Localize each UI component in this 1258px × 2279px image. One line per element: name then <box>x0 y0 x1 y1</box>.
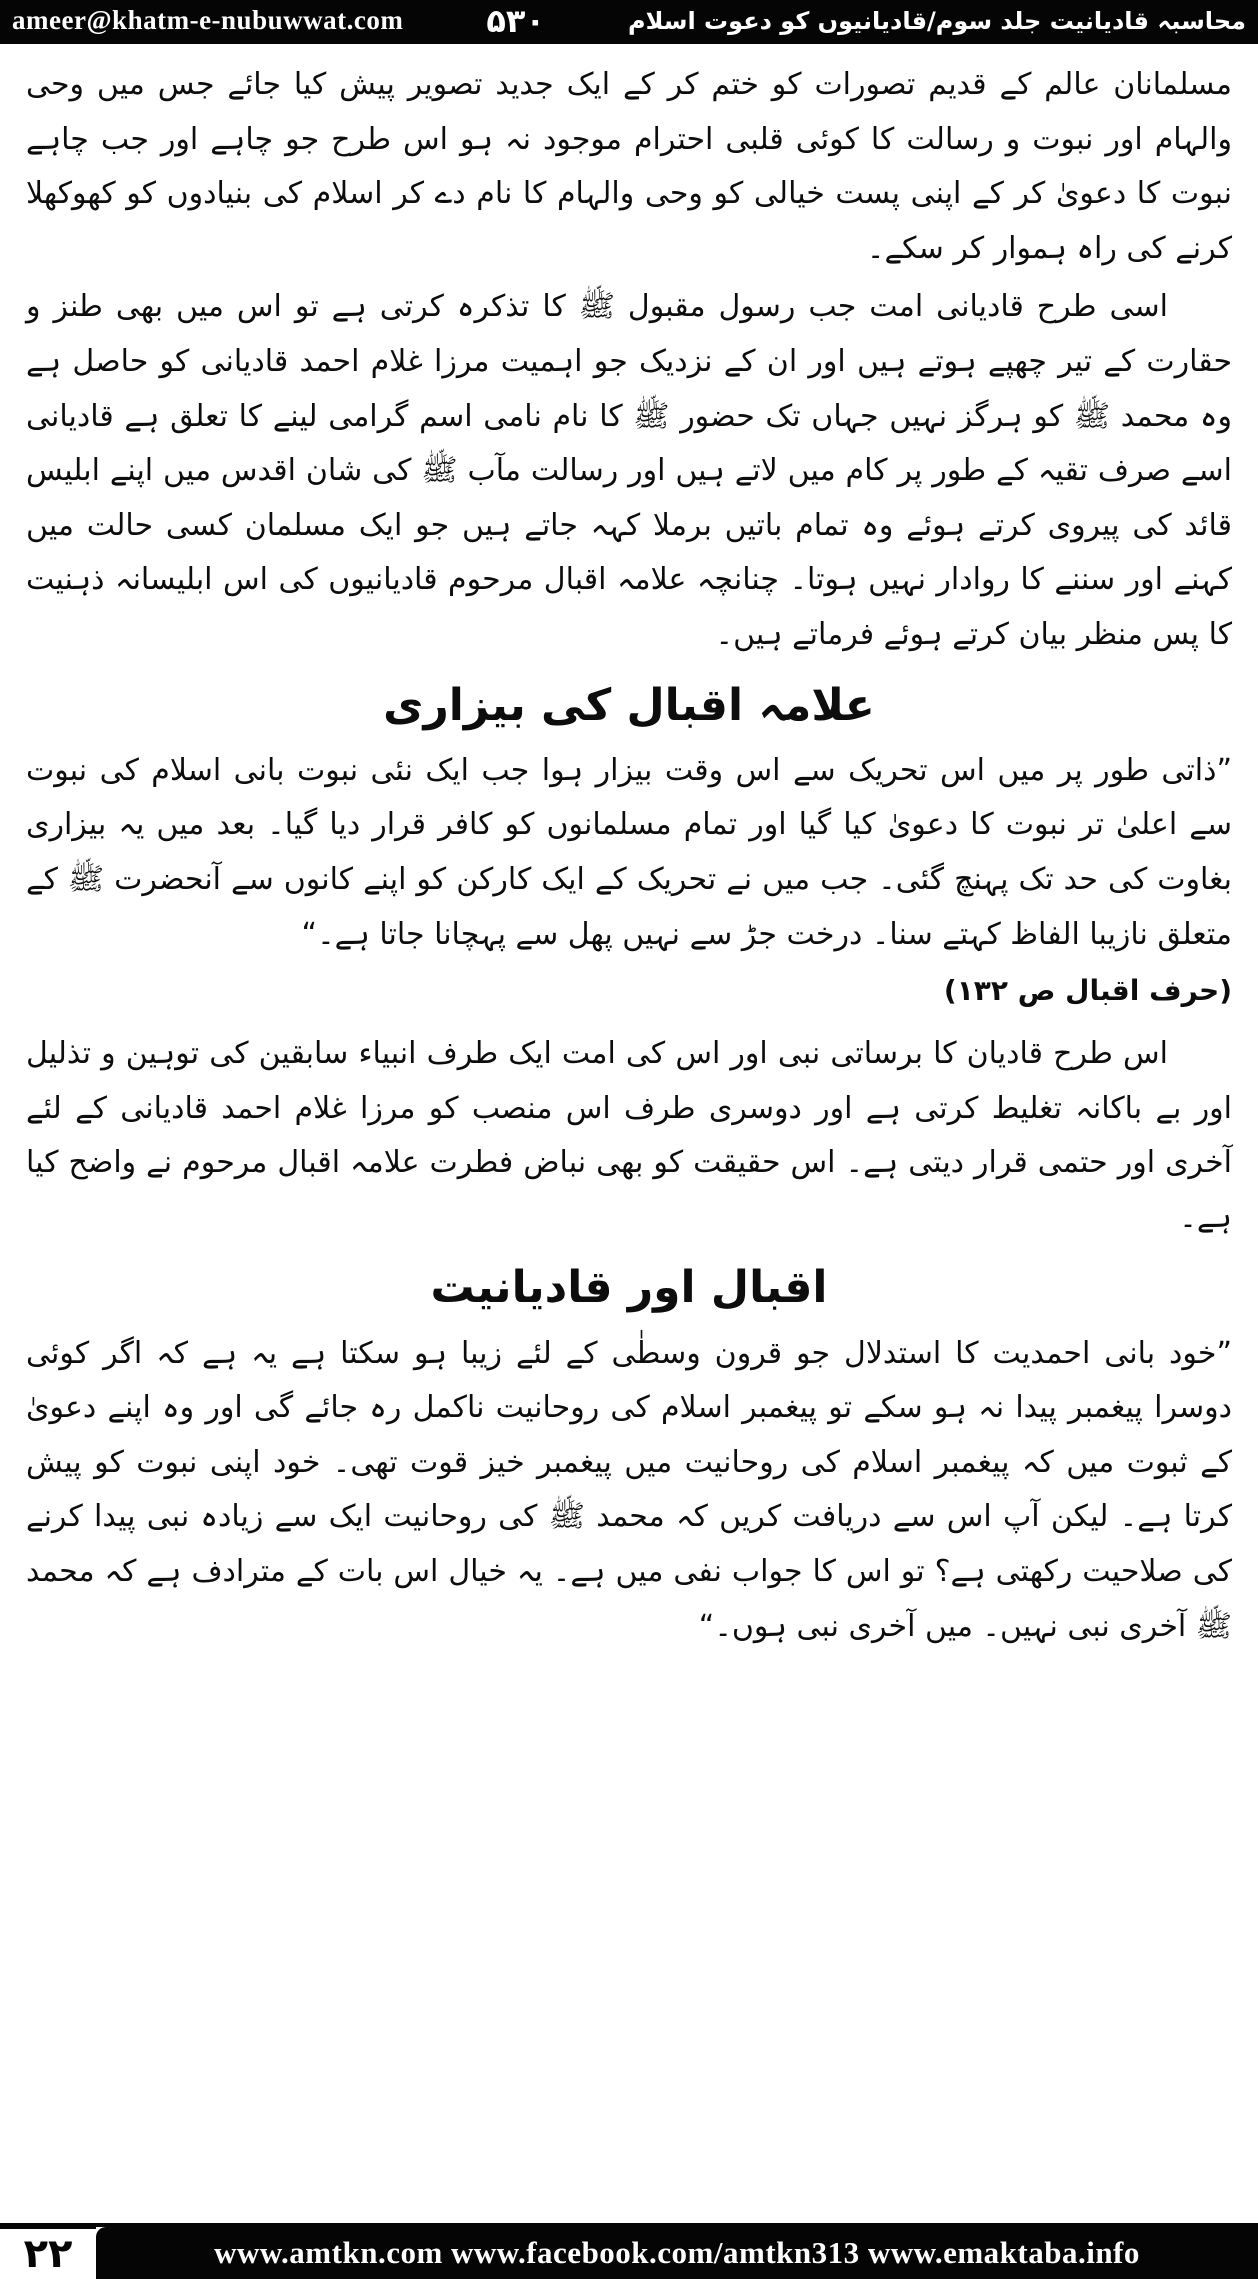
page-footer-bar <box>0 2223 1258 2279</box>
citation-harf-e-iqbal: (حرف اقبال ص ۱۳۲) <box>943 974 1232 1008</box>
footer-page-number: ۲۲ <box>0 2227 96 2279</box>
quote-paragraph-2: ”خود بانی احمدیت کا استدلال جو قرون وسطٰی کے لئے زیبا ہو سکتا ہے یہ ہے کہ اگر کوئی دوسرا پیغمبر پیدا نہ ہو سکے تو پیغمبر اسلام کی روحانیت ناکمل رہ جائے گی اور وہ اپنے دعویٰ کے ثبوت میں کہ پیغمبر اسلام کی روحانیت میں پیغمبر خیز قوت تھی۔ خود اپنی نبوت کو پیش کرتا ہے۔ لیکن آپ اس سے دریافت کریں کہ محمد ﷺ کی روحانیت ایک سے زیادہ نبی پیدا کرنے کی صلاحیت رکھتی ہے؟ تو اس کا جواب نفی میں ہے۔ یہ خیال اس بات کے مترادف ہے کہ محمد ﷺ آخری نبی نہیں۔ میں آخری نبی ہوں۔“ <box>26 1335 1232 1644</box>
body-paragraph-1: مسلمانان عالم کے قدیم تصورات کو ختم کر کے ایک جدید تصویر پیش کیا جائے جس میں وحی والہام اور نبوت و رسالت کا کوئی قلبی احترام موجود نہ ہو اس طرح جو چاہے اور جب چاہے نبوت کا دعویٰ کر کے اپنی پست خیالی کو وحی والہام کا نام دے کر اسلام کی بنیادوں کو کھوکھلا کرنے کی راہ ہموار کر سکے۔ <box>26 67 1232 266</box>
body-paragraph-2: اسی طرح قادیانی امت جب رسول مقبول ﷺ کا تذکرہ کرتی ہے تو اس میں بھی طنز و حقارت کے تیر چھپے ہوتے ہیں اور ان کے نزدیک جو اہمیت مرزا غلام احمد قادیانی کو حاصل ہے وہ محمد ﷺ کو ہرگز نہیں جہاں تک حضور ﷺ کا نام نامی اسم گرامی لینے کا تعلق ہے قادیانی اسے صرف تقیہ کے طور پر کام میں لاتے ہیں اور رسالت مآب ﷺ کی شان اقدس میں اپنے ابلیس قائد کی پیروی کرتے ہوئے وہ تمام باتیں برملا کہہ جاتے ہیں جو ایک مسلمان کسی حالت میں کہنے اور سننے کا روادار نہیں ہوتا۔ چنانچہ علامہ اقبال مرحوم قادیانیوں کی اس ابلیسانہ ذہنیت کا پس منظر بیان کرتے ہوئے فرماتے ہیں۔ <box>26 289 1232 652</box>
header-book-title: محاسبہ قادیانیت جلد سوم/قادیانیوں کو دعوت اسلام <box>628 6 1246 35</box>
section-heading-allama-iqbal-bezaari: علامہ اقبال کی بیزاری <box>383 679 875 731</box>
page-header-bar <box>0 0 1258 44</box>
page-body <box>0 44 1258 1654</box>
section-heading-iqbal-aur-qadianiat: اقبال اور قادیانیت <box>430 1262 828 1314</box>
quote-paragraph-1: ”ذاتی طور پر میں اس تحریک سے اس وقت بیزار ہوا جب ایک نئی نبوت بانی اسلام کی نبوت سے اعلیٰ تر نبوت کا دعویٰ کیا گیا اور تمام مسلمانوں کو کافر قرار دیا گیا۔ بعد میں یہ بیزاری بغاوت کی حد تک پہنچ گئی۔ جب میں نے تحریک کے ایک کارکن کو اپنے کانوں سے آنحضرت ﷺ کے متعلق نازیبا الفاظ کہتے سنا۔ درخت جڑ سے نہیں پھل سے پہچانا جاتا ہے۔“ <box>26 752 1232 952</box>
header-email: ameer@khatm-e-nubuwwat.com <box>12 5 404 35</box>
footer-urls: www.amtkn.com www.facebook.com/amtkn313 www.emaktaba.info <box>96 2227 1258 2279</box>
header-page-number: ۵۳۰ <box>486 1 545 40</box>
body-paragraph-3: اس طرح قادیان کا برساتی نبی اور اس کی امت ایک طرف انبیاء سابقین کی توہین و تذلیل اور بے باکانہ تغلیط کرتی ہے اور دوسری طرف اس منصب کو مرزا غلام احمد قادیانی کے لئے آخری اور حتمی قرار دیتی ہے۔ اس حقیقت کو بھی نباض فطرت علامہ اقبال مرحوم نے واضح کیا ہے۔ <box>26 1036 1232 1235</box>
